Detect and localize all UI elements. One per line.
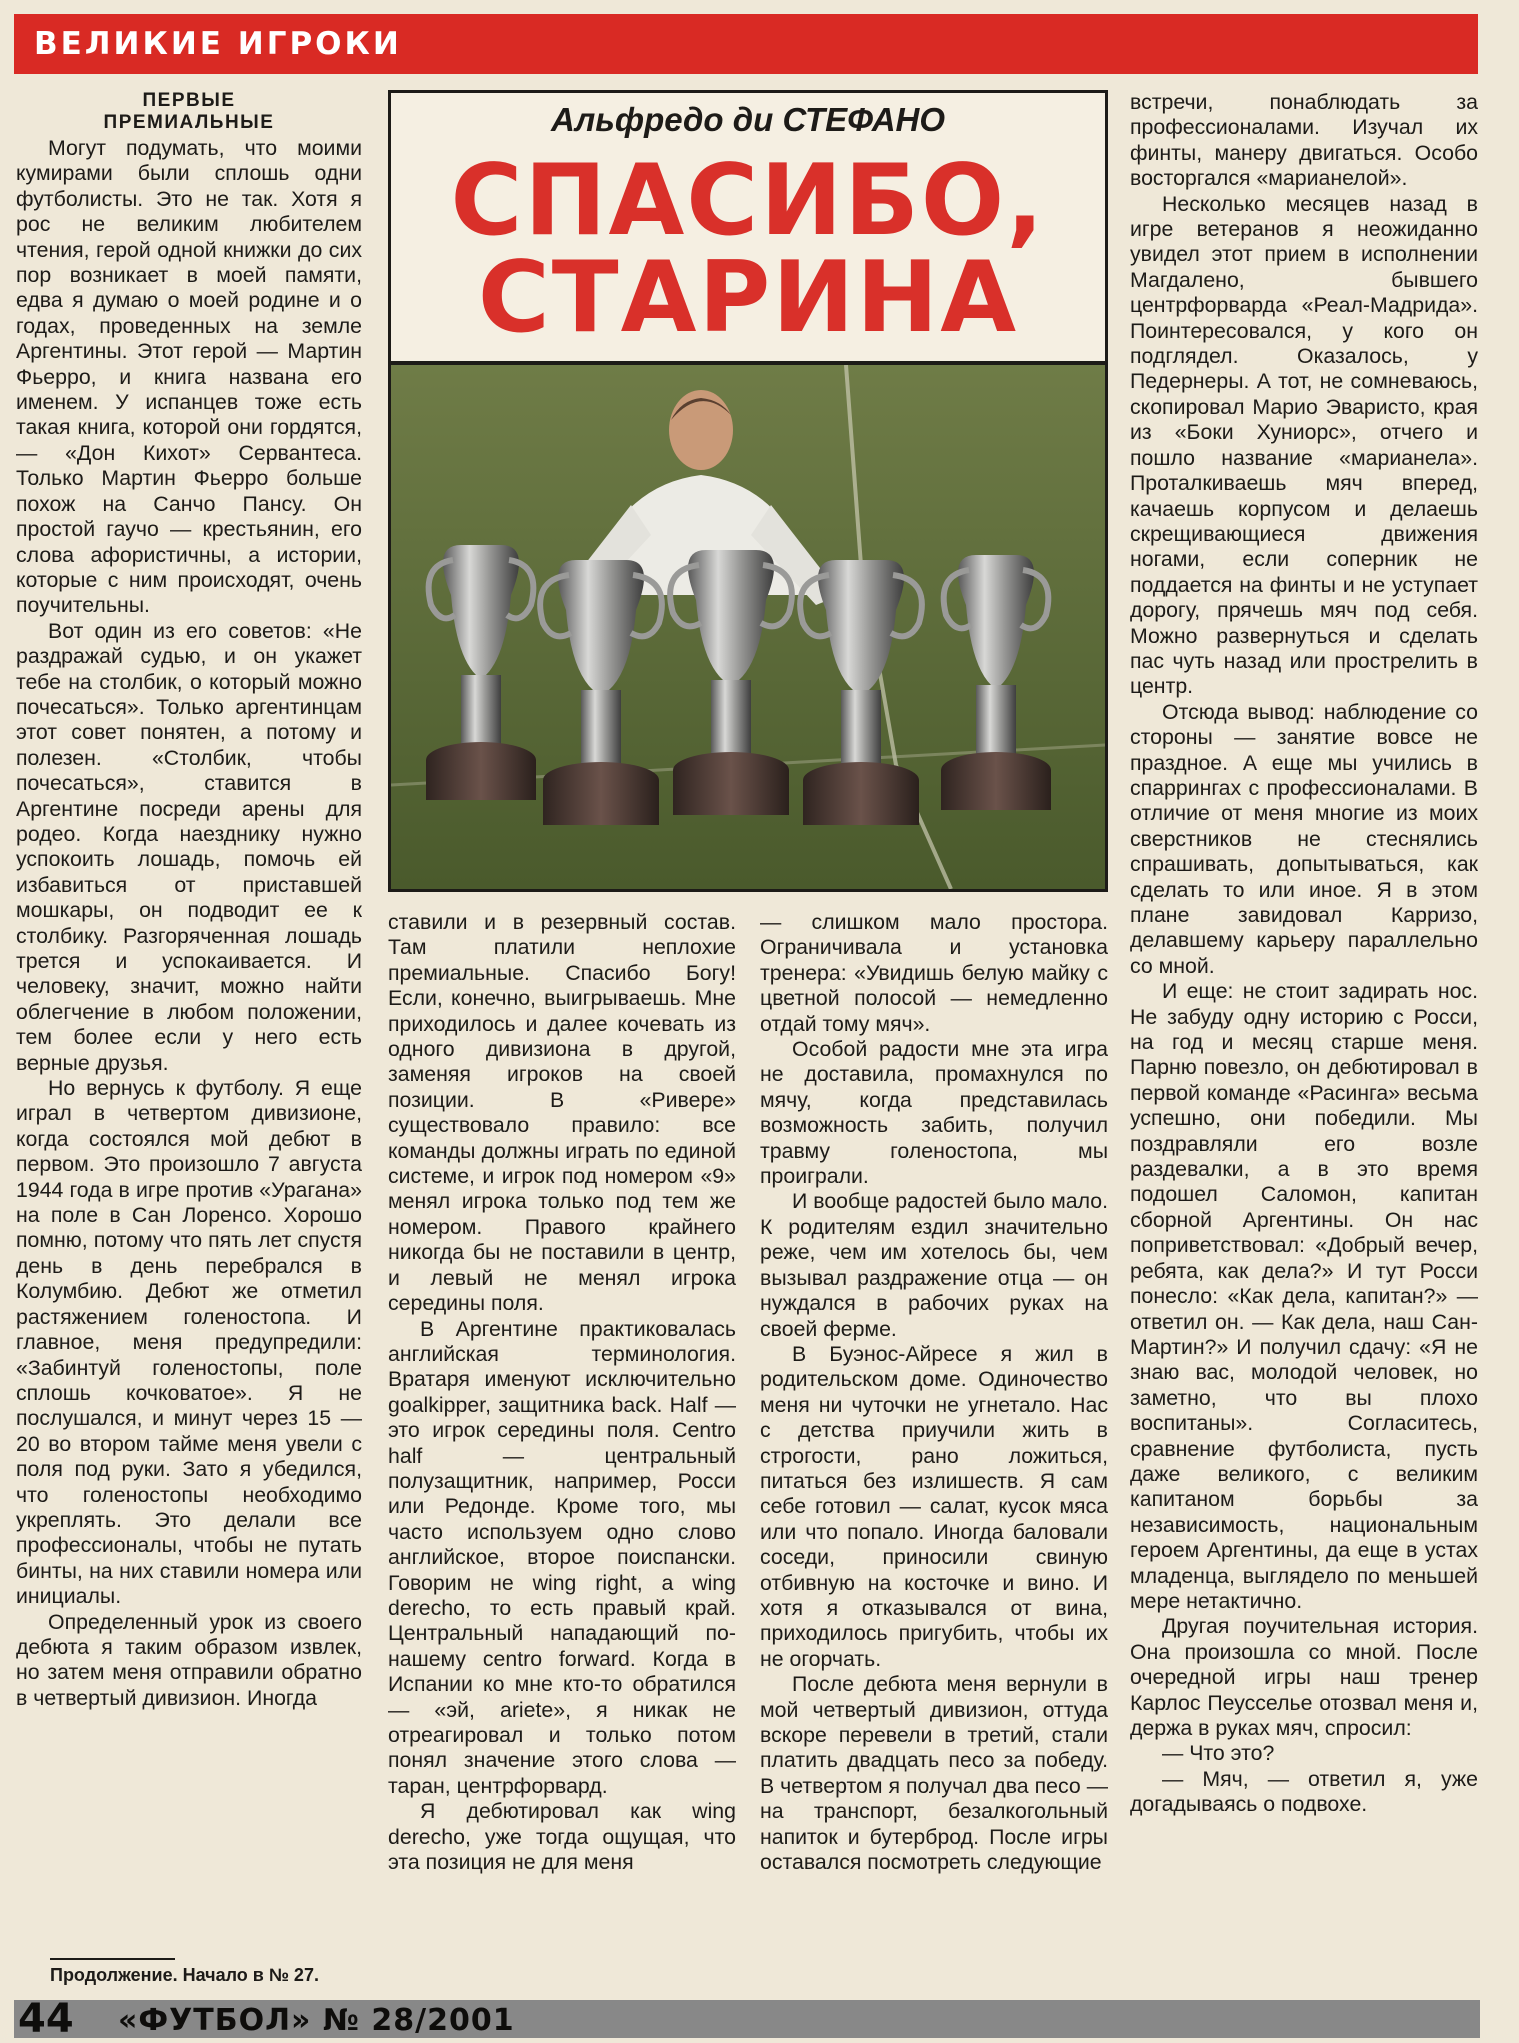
headline-line-2: СТАРИНА (477, 241, 1019, 355)
paragraph: — слишком мало простора. Ограничивала и установка тренера: «Увидишь белую майку с цветной полосой — немедленно отдай тому мяч». (760, 910, 1108, 1036)
paragraph: Могут подумать, что моими кумирами были сплошь одни футболисты. Это не так. Хотя я рос не великим любителем чтения, герой одной книжки до сих пор возникает в моей памяти, едва я думаю о моей родине и о годах, проведенных на земле Аргентины. Этот герой — Мартин Фьерро, и книга названа его именем. У испанцев тоже есть такая книга, которой они гордятся, — «Дон Кихот» Сервантеса. Только Мартин Фьерро больше похож на Санчо Пансу. Он простой гаучо — крестьянин, его слова афористичны, а истории, которые с ним происходят, очень поучительны. (16, 136, 362, 618)
photo-player-with-trophies (388, 362, 1108, 892)
article-column-1 (16, 90, 362, 1960)
paragraph: Я дебютировал как wing derecho, уже тогда ощущая, что эта позиция не для меня (388, 1799, 736, 1875)
subheading (16, 90, 362, 134)
paragraph: — Что это? (1162, 1741, 1275, 1766)
paragraph: И вообще радостей было мало. К родителям ездил значительно реже, чем им хотелось бы, чем вызывал раздражение отца — он нуждался в рабочих руках на своей ферме. (760, 1189, 1108, 1341)
paragraph: Определенный урок из своего дебюта я таким образом извлек, но затем меня отправили обратно в четвертый дивизион. Иногда (16, 1609, 362, 1710)
paragraph: И еще: не стоит задирать нос. Не забуду одну историю с Росси, на год и месяц старше меня. Парню повезло, он дебютировал в первой команде «Расинга» весьма успешно, они победили. Мы поздравляли его возле раздевалки, а в это время подошел Саломон, капитан сборной Аргентины. Он нас поприветствовал: «Добрый вечер, ребята, как дела?» И тут Росси понесло: «Как дела, капитан?» — ответил он. — Как дела, наш Сан-Мартин?» И получил сдачу: «Я не знаю вас, молодой человек, но заметно, что вы плохо воспитаны». Согласитесь, сравнение футболиста, пусть даже великого, с великим капитаном борьбы за независимость, национальным героем Аргентины, да еще в устах младенца, выглядело по меньшей мере нетактично. (1130, 979, 1478, 1613)
headline-box (388, 90, 1108, 364)
paragraph: Особой радости мне эта игра не доставила, промахнулся по мячу, когда представилась возможность забить, получил травму голеностопа, мы проиграли. (760, 1037, 1108, 1189)
article-column-2 (388, 910, 736, 1990)
headline-line-1: СПАСИБО, (450, 144, 1046, 258)
article-column-3 (760, 910, 1108, 1990)
continuation-rule (50, 1958, 175, 1960)
paragraph: Вот один из его советов: «Не раздражай судью, и он укажет тебе на столбик, о который можно почесаться». Только аргентинцам этот совет понятен, а потому и полезен. «Столбик, чтобы почесаться», ставится в Аргентине посреди арены для родео. Когда наезднику нужно успокоить лошадь, помочь ей избавиться от приставшей мошкары, он подводит ее к столбику. Разгоряченная лошадь трется и успокаивается. И человеку, значит, можно найти облегчение в любом положении, тем более если у него есть верные друзья. (16, 618, 362, 1075)
paragraph: В Буэнос-Айресе я жил в родительском доме. Одиночество меня ни чуточки не угнетало. Нас с детства приучили жить в строгости, рано ложиться, питаться без излишеств. Я сам себе готовил — салат, кусок мяса или что попало. Иногда баловали соседи, приносили свиную отбивную на косточке и вино. И хотя я отказывался от вина, приходилось пригубить, чтобы их не огорчать. (760, 1341, 1108, 1671)
article-column-4 (1130, 90, 1478, 1990)
paragraph: Отсюда вывод: наблюдение со стороны — занятие вовсе не праздное. А еще мы учились в спаррингах с профессионалами. В отличие от меня многие из моих сверстников не стеснялись спрашивать, допытываться, как сделать то или иное. Я в этом плане завидовал Карризо, делавшему карьеру параллельно со мной. (1130, 699, 1478, 978)
page-number: 44 (18, 1996, 74, 2042)
paragraph: После дебюта меня вернули в мой четвертый дивизион, оттуда вскоре перевели в третий, стали платить двадцать песо за победу. В четвертом я получал два песо — на транспорт, безалкогольный напиток и бутерброд. После игры оставался посмотреть следующие (760, 1672, 1108, 1875)
paragraph: — Мяч, — ответил я, уже догадываясь о подвохе. (1130, 1766, 1478, 1817)
section-title: ВЕЛИКИЕ ИГРОКИ (34, 26, 402, 62)
paragraph: Другая поучительная история. Она произошла со мной. После очередной игры наш тренер Карлос Пеусселье отозвал меня и, держа в руках мяч, спросил: (1130, 1614, 1478, 1740)
subheading-line-2: ПРЕМИАЛЬНЫЕ (103, 112, 275, 133)
continuation-note: Продолжение. Начало в № 27. (50, 1965, 319, 1985)
headline (391, 144, 1105, 355)
paragraph: встречи, понаблюдать за профессионалами. Изучал их финты, манеру двигаться. Особо восторгался «марианелой». (1130, 90, 1478, 191)
paragraph: Но вернусь к футболу. Я еще играл в четвертом дивизионе, когда состоялся мой дебют в первом. Это произошло 7 августа 1944 года в игре против «Урагана» на поле в Сан Лоренсо. Хорошо помню, потому что пять лет спустя день в день перебрался в Колумбию. Дебют же отметил растяжением голеностопа. И главное, меня предупредили: «Забинтуй голеностопы, поле сплошь кочковатое». Я не послушался, и минут через 15 — 20 во втором тайме меня увели с поля под руки. Зато я убедился, что голеностопы необходимо укреплять. Это делали все профессионалы, чтобы не путать бинты, на них ставили номера или инициалы. (16, 1076, 362, 1609)
subheading-line-1: ПЕРВЫЕ (142, 90, 236, 111)
author-name: Альфредо ди СТЕФАНО (550, 101, 946, 138)
section-banner (14, 14, 1478, 74)
paragraph: В Аргентине практиковалась английская терминология. Вратаря именуют исключительно goalkipper, защитника back. Half — это игрок середины поля. Centro half — центральный полузащитник, например, Росси или Редонде. Кроме того, мы часто используем одно слово английское, второе поиспански. Говорим не wing right, а wing derecho, то есть правый край. Центральный нападающий по-нашему centro forward. Когда в Испании ко мне кто-то обратился — «эй, ariete», я никак не отреагировал и только потом понял значение этого слова — таран, центрфорвард. (388, 1316, 736, 1798)
paragraph: Несколько месяцев назад в игре ветеранов я неожиданно увидел этот прием в исполнении Магдалено, бывшего центрфорварда «Реал-Мадрида». Поинтересовался, у кого он подглядел. Оказалось, у Педернеры. А тот, не сомневаюсь, скопировал Марио Эваристо, края из «Боки Хуниорс», отчего и пошло название «марианела». Проталкиваешь мяч вперед, качаешь корпусом и делаешь скрещивающиеся движения ногами, если соперник не поддается на финты и не уступает дорогу, прячешь мяч под себя. Можно развернуться и сделать пас чуть назад или прострелить в центр. (1130, 191, 1478, 699)
issue-label: «ФУТБОЛ» № 28/2001 (118, 2003, 515, 2038)
paragraph: ставили и в резервный состав. Там платили неплохие премиальные. Спасибо Богу! Если, конечно, выигрываешь. Мне приходилось и далее кочевать из одного дивизиона в другой, заменяя игроков на своей позиции. В «Ривере» существовало правило: все команды должны играть по единой системе, и игрок под номером «9» менял игрока только под тем же номером. Правого крайнего никогда бы не поставили в центр, и левый не менял игрока середины поля. (388, 910, 736, 1316)
